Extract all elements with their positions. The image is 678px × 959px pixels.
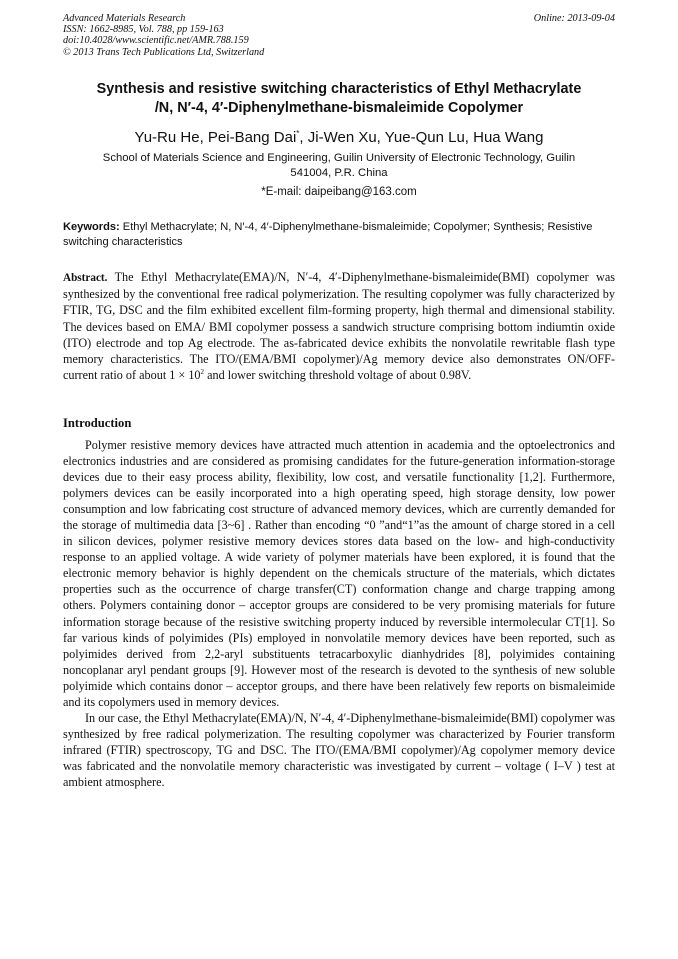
abstract-section — [63, 269, 615, 383]
online-date: Online: 2013-09-04 — [533, 13, 615, 24]
corresponding-mark: * — [296, 129, 300, 138]
title-line-2: /N, N′-4, 4′-Diphenylmethane-bismaleimide Copolymer — [154, 100, 524, 116]
journal-header — [63, 13, 615, 58]
keywords-label: Keywords: — [63, 221, 120, 233]
affiliation-line-2: 541004, P.R. China — [290, 166, 388, 179]
abstract-text-before: The Ethyl Methacrylate(EMA)/N, N′-4, 4′-Diphenylmethane-bismaleimide(BMI) copolymer was synthesized by the conventional free radical polymerization. The resulting copolymer was fully characterized by FTIR, TG, DSC and the film exhibited excellent film-forming property, high thermal and dimensional stability. The devices based on EMA/ BMI copolymer possess a sandwich structure comprising bottom indiumtin oxide (ITO) electrode and top Ag electrode. The as-fabricated device exhibits the nonvolatile rewritable flash type memory characteristics. The ITO/(EMA/BMI copolymer)/Ag memory device also demonstrates ON/OFF-current ratio of about 1 × 10 — [63, 270, 615, 383]
introduction-body — [63, 437, 615, 790]
journal-name: Advanced Materials Research — [63, 13, 186, 24]
author-rest: , Ji-Wen Xu, Yue-Qun Lu, Hua Wang — [299, 129, 544, 146]
author-corresponding: Pei-Bang Dai — [207, 129, 297, 146]
author-first: Yu-Ru He, — [134, 129, 208, 146]
intro-paragraph-2: In our case, the Ethyl Methacrylate(EMA)/N, N′-4, 4′-Diphenylmethane-bismaleimide(BMI) copolymer was synthesized by free radical polymerization. The resulting copolymer was characterized by Fourier transform infrared (FTIR) spectroscopy, TG and DSC. The ITO/(EMA/BMI copolymer)/Ag copolymer memory device was fabricated and the nonvolatile memory characteristic was investigated by current – voltage ( I–V ) test at ambient atmosphere. — [63, 710, 615, 789]
abstract-exponent: 2 — [200, 368, 205, 377]
keywords-section — [63, 220, 615, 249]
abstract-text-after: and lower switching threshold voltage of about 0.98V. — [204, 368, 472, 383]
section-heading-introduction: Introduction — [63, 416, 132, 430]
journal-doi: doi:10.4028/www.scientific.net/AMR.788.159 — [63, 35, 249, 47]
corresponding-email: *E-mail: daipeibang@163.com — [261, 186, 417, 198]
keywords-text: Ethyl Methacrylate; N, N′-4, 4′-Diphenylmethane-bismaleimide; Copolymer; Synthesis; Resistive switching characteristics — [63, 221, 593, 248]
title-line-1: Synthesis and resistive switching characteristics of Ethyl Methacrylate — [96, 81, 582, 97]
author-list — [40, 124, 638, 148]
journal-copyright: © 2013 Trans Tech Publications Ltd, Switzerland — [63, 46, 265, 58]
affiliation — [60, 151, 618, 180]
journal-issn: ISSN: 1662-8985, Vol. 788, pp 159-163 — [63, 24, 224, 36]
affiliation-line-1: School of Materials Science and Engineering, Guilin University of Electronic Technology, Guilin — [102, 152, 576, 164]
paper-title — [40, 80, 638, 118]
intro-paragraph-1: Polymer resistive memory devices have attracted much attention in academia and the optoelectronics and electronics industries and are considered as promising candidates for the future-generation information-storage devices due to their easy process ability, flexibility, low cost, and versatile functionality [1,2]. Furthermore, polymers devices can be easily incorporated into a high operating speed, high storage density, low power consumption and low fabricating cost structure of advanced memory devices, which are currently demanded for the storage of multimedia data [3~6] . Rather than encoding “0 ”and“1”as the amount of charge stored in a cell in silicon devices, polymer resistive memory devices stores data based on the low- and high-conductivity response to an applied voltage. A wide variety of polymer materials have been explored, it is found that the electronic memory behavior is highly dependent on the chemicals structure of the materials, which dictates properties such as the occurrence of charge transfer(CT) conformation change and charge trapping among others. Polymers containing donor – acceptor groups are considered to be very promising materials for future information storage because of the resistive switching property induced by reversible intermolecular CT[1]. So far various kinds of polyimides (PIs) employed in nonvolatile memory devices have been reported, such as polyimides derived from 2,2-aryl substituents tetracarboxylic dianhydrides [8], polyimides containing noncoplanar aryl pendant groups [9]. However most of the research is devoted to the synthesis of new soluble polyimide which contains donor – acceptor groups, and there have been relatively few reports on bismaleimide and its copolymers used in memory devices. — [63, 438, 615, 709]
abstract-label: Abstract. — [63, 272, 108, 284]
